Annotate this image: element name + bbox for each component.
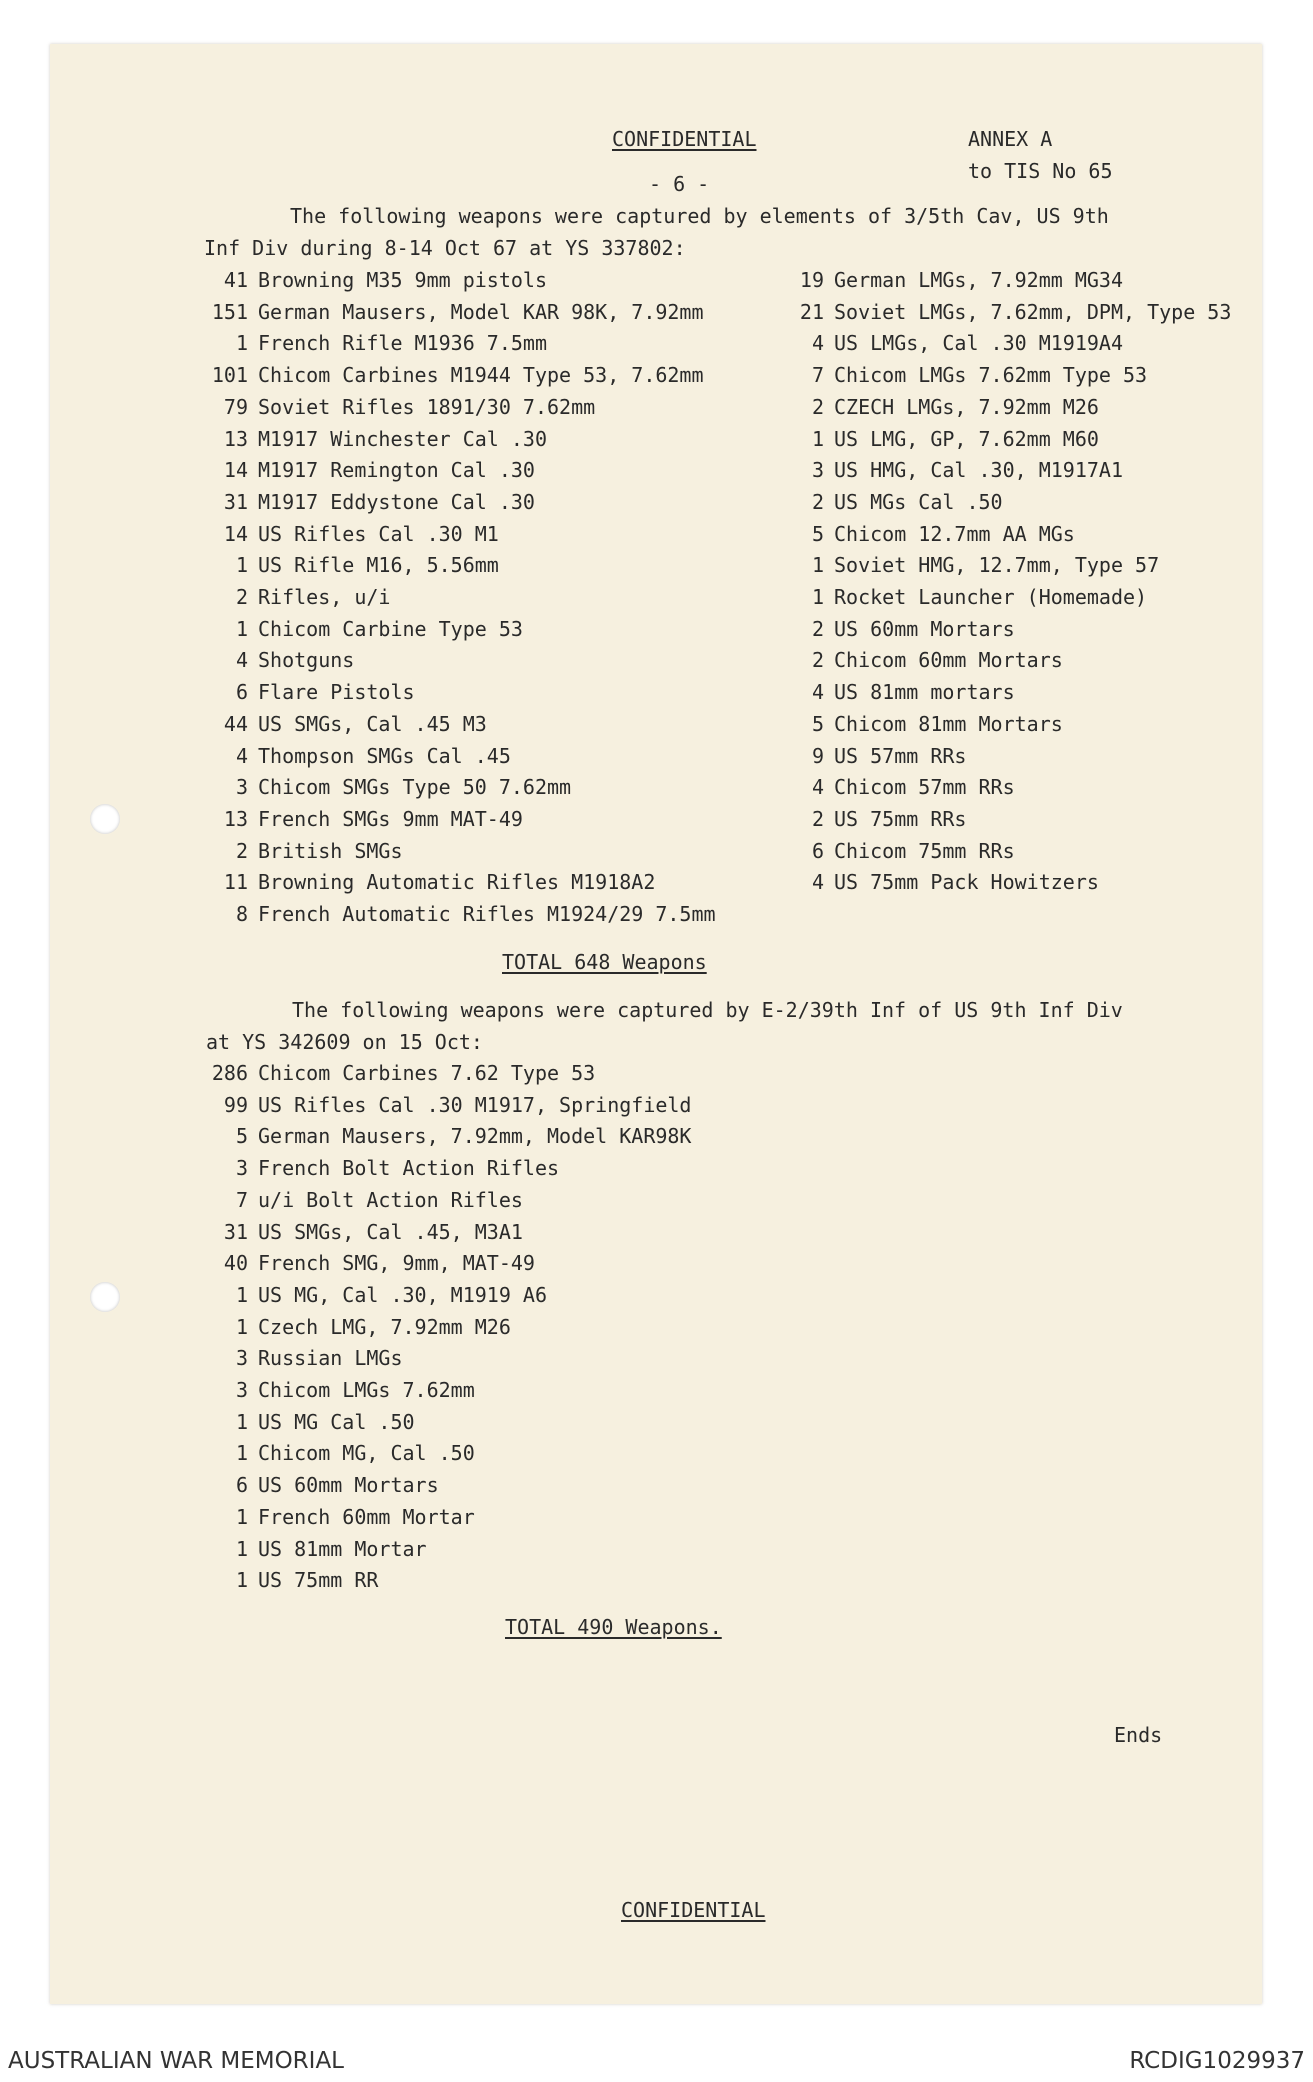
item-description: British SMGs — [258, 838, 403, 863]
list-item — [204, 1380, 475, 1404]
item-quantity: 3 — [235, 1156, 248, 1181]
item-quantity: 3 — [235, 1346, 248, 1371]
item-description: French Rifle M1936 7.5mm — [258, 331, 547, 356]
list-item — [204, 838, 403, 865]
list-item — [204, 650, 354, 674]
item-description: US SMGs, Cal .45, M3A1 — [258, 1219, 523, 1244]
item-quantity: 14 — [223, 458, 248, 483]
item-description: Browning M35 9mm pistols — [258, 268, 547, 292]
item-description: US LMG, GP, 7.62mm M60 — [834, 426, 1099, 451]
item-quantity: 1 — [235, 1568, 248, 1593]
list-item — [780, 299, 1232, 326]
item-description: US Rifles Cal .30 M1 — [258, 521, 499, 546]
list-item — [204, 743, 511, 770]
classification-header: CONFIDENTIAL — [612, 127, 757, 151]
classification-footer: CONFIDENTIAL — [621, 1898, 766, 1922]
item-quantity: 14 — [223, 521, 248, 546]
list-item — [204, 1314, 511, 1341]
list-item — [204, 1570, 378, 1594]
item-description: Chicom 57mm RRs — [834, 775, 1015, 800]
list-item — [204, 1092, 692, 1119]
list-item — [780, 460, 1123, 484]
item-description: Flare Pistols — [258, 680, 415, 705]
list-item — [204, 270, 547, 294]
item-quantity: 2 — [235, 585, 248, 609]
list-item — [780, 365, 1147, 389]
punch-hole — [90, 804, 120, 834]
item-description: Chicom Carbine Type 53 — [258, 616, 523, 641]
list-item — [204, 1475, 439, 1499]
item-description: US 75mm RR — [258, 1568, 379, 1593]
item-quantity: 4 — [811, 870, 824, 895]
item-quantity: 3 — [235, 1378, 248, 1402]
item-description: US 75mm Pack Howitzers — [834, 870, 1099, 895]
item-quantity: 2 — [811, 394, 824, 419]
item-description: US 81mm mortars — [834, 680, 1015, 705]
item-description: US Rifles Cal .30 M1917, Springfield — [258, 1092, 692, 1117]
item-quantity: 5 — [235, 1124, 248, 1149]
section2-intro-line1: The following weapons were captured by E-2/39th Inf of US 9th Inf Div — [292, 998, 1123, 1022]
section2-total: TOTAL 490 Weapons. — [505, 1615, 722, 1639]
item-quantity: 2 — [811, 648, 824, 673]
item-description: Rocket Launcher (Homemade) — [834, 585, 1148, 609]
item-description: US Rifle M16, 5.56mm — [258, 553, 499, 578]
item-description: Shotguns — [258, 648, 355, 673]
item-description: French Automatic Rifles M1924/29 7.5mm — [258, 902, 716, 926]
item-description: Chicom 60mm Mortars — [834, 648, 1063, 673]
list-item — [780, 806, 967, 833]
item-quantity: 1 — [811, 426, 824, 451]
list-item — [204, 299, 704, 326]
item-description: Soviet Rifles 1891/30 7.62mm — [258, 394, 596, 419]
item-quantity: 6 — [235, 1473, 248, 1498]
list-item — [204, 1536, 427, 1563]
list-item — [204, 1282, 547, 1309]
list-item — [204, 394, 596, 421]
annex-label: ANNEX A — [968, 127, 1053, 151]
item-quantity: 6 — [235, 680, 248, 705]
item-description: M1917 Winchester Cal .30 — [258, 426, 547, 451]
list-item — [204, 616, 523, 643]
list-item — [204, 555, 499, 579]
list-item — [204, 365, 704, 389]
page-number: - 6 - — [649, 172, 710, 196]
item-description: Russian LMGs — [258, 1346, 403, 1371]
item-description: French 60mm Mortar — [258, 1504, 475, 1529]
list-item — [204, 711, 487, 738]
item-quantity: 3 — [811, 458, 824, 483]
list-item — [204, 1504, 475, 1531]
item-quantity: 1 — [235, 1441, 248, 1466]
item-description: CZECH LMGs, 7.92mm M26 — [834, 394, 1099, 419]
annex-reference: to TIS No 65 — [968, 159, 1113, 183]
item-quantity: 13 — [223, 806, 248, 831]
item-quantity: 1 — [811, 585, 824, 609]
list-item — [204, 872, 655, 896]
item-quantity: 1 — [235, 553, 248, 578]
item-description: Czech LMG, 7.92mm M26 — [258, 1314, 511, 1339]
item-quantity: 1 — [235, 331, 248, 356]
item-quantity: 7 — [811, 363, 824, 388]
list-item — [780, 650, 1063, 674]
list-item — [780, 521, 1075, 548]
list-item — [780, 426, 1099, 453]
item-quantity: 5 — [811, 711, 824, 736]
item-description: US 75mm RRs — [834, 806, 967, 831]
item-description: Thompson SMGs Cal .45 — [258, 743, 511, 768]
item-quantity: 101 — [211, 363, 248, 388]
item-quantity: 2 — [811, 806, 824, 831]
item-quantity: 44 — [223, 711, 248, 736]
list-item — [780, 616, 1015, 643]
list-item — [780, 270, 1123, 294]
list-item — [780, 743, 967, 770]
item-quantity: 4 — [235, 743, 248, 768]
item-description: US 81mm Mortar — [258, 1536, 427, 1561]
section1-intro-line2: Inf Div during 8-14 Oct 67 at YS 337802: — [204, 236, 686, 260]
list-item — [204, 904, 716, 928]
item-description: US 60mm Mortars — [834, 616, 1015, 641]
item-quantity: 4 — [235, 648, 248, 673]
list-item — [204, 333, 547, 357]
item-quantity: 2 — [811, 616, 824, 641]
item-quantity: 1 — [235, 1409, 248, 1434]
item-description: French SMGs 9mm MAT-49 — [258, 806, 523, 831]
item-description: M1917 Eddystone Cal .30 — [258, 489, 535, 514]
item-quantity: 40 — [223, 1251, 248, 1276]
item-quantity: 31 — [223, 1219, 248, 1244]
item-quantity: 1 — [235, 1282, 248, 1307]
item-description: French SMG, 9mm, MAT-49 — [258, 1251, 535, 1276]
item-quantity: 151 — [211, 299, 248, 324]
item-description: US MG, Cal .30, M1919 A6 — [258, 1282, 547, 1307]
list-item — [204, 426, 547, 453]
item-description: US MGs Cal .50 — [834, 489, 1003, 514]
item-description: Chicom 81mm Mortars — [834, 711, 1063, 736]
item-quantity: 31 — [223, 489, 248, 514]
item-description: Chicom 75mm RRs — [834, 838, 1015, 863]
list-item — [204, 1187, 523, 1214]
item-quantity: 41 — [223, 268, 248, 292]
list-item — [780, 555, 1159, 579]
item-quantity: 1 — [811, 553, 824, 578]
item-description: US 57mm RRs — [834, 743, 967, 768]
item-description: M1917 Remington Cal .30 — [258, 458, 535, 483]
item-quantity: 7 — [235, 1187, 248, 1212]
item-description: US MG Cal .50 — [258, 1409, 415, 1434]
list-item — [204, 1063, 595, 1087]
item-quantity: 2 — [811, 489, 824, 514]
item-description: German Mausers, 7.92mm, Model KAR98K — [258, 1124, 692, 1149]
punch-hole — [90, 1282, 120, 1312]
section1-total: TOTAL 648 Weapons — [502, 950, 707, 974]
list-item — [204, 1348, 403, 1372]
list-item — [780, 711, 1063, 738]
item-quantity: 8 — [235, 902, 248, 926]
item-description: US LMGs, Cal .30 M1919A4 — [834, 331, 1123, 356]
list-item — [204, 682, 415, 706]
list-item — [204, 489, 535, 516]
item-quantity: 79 — [223, 394, 248, 419]
item-description: US SMGs, Cal .45 M3 — [258, 711, 487, 736]
archive-source: AUSTRALIAN WAR MEMORIAL — [8, 2048, 344, 2074]
item-description: US HMG, Cal .30, M1917A1 — [834, 458, 1123, 483]
list-item — [780, 682, 1015, 706]
list-item — [204, 1219, 523, 1246]
item-quantity: 4 — [811, 775, 824, 800]
item-description: Chicom Carbines M1944 Type 53, 7.62mm — [258, 363, 704, 388]
list-item — [780, 872, 1099, 896]
item-description: Soviet LMGs, 7.62mm, DPM, Type 53 — [834, 299, 1232, 324]
item-quantity: 4 — [811, 680, 824, 705]
item-quantity: 1 — [235, 616, 248, 641]
item-description: Chicom MG, Cal .50 — [258, 1441, 475, 1466]
item-quantity: 19 — [799, 268, 824, 292]
list-item — [204, 1443, 475, 1467]
list-item — [204, 460, 535, 484]
item-description: French Bolt Action Rifles — [258, 1156, 560, 1181]
item-description: Chicom LMGs 7.62mm Type 53 — [834, 363, 1148, 388]
list-item — [780, 838, 1015, 865]
item-description: US 60mm Mortars — [258, 1473, 439, 1498]
item-quantity: 1 — [235, 1504, 248, 1529]
item-description: u/i Bolt Action Rifles — [258, 1187, 523, 1212]
item-quantity: 6 — [811, 838, 824, 863]
item-quantity: 286 — [211, 1061, 248, 1085]
item-description: German Mausers, Model KAR 98K, 7.92mm — [258, 299, 704, 324]
list-item — [204, 1158, 559, 1182]
item-quantity: 21 — [799, 299, 824, 324]
list-item — [780, 394, 1099, 421]
list-item — [204, 806, 523, 833]
item-quantity: 5 — [811, 521, 824, 546]
item-quantity: 1 — [235, 1536, 248, 1561]
item-quantity: 2 — [235, 838, 248, 863]
item-description: Soviet HMG, 12.7mm, Type 57 — [834, 553, 1160, 578]
item-description: Chicom 12.7mm AA MGs — [834, 521, 1075, 546]
list-item — [780, 777, 1015, 801]
list-item — [204, 777, 571, 801]
section2-intro-line2: at YS 342609 on 15 Oct: — [206, 1030, 483, 1054]
list-item — [204, 1126, 691, 1150]
item-quantity: 11 — [223, 870, 248, 895]
archive-id: RCDIG1029937 — [1129, 2048, 1305, 2074]
list-item — [204, 1253, 535, 1277]
item-description: Rifles, u/i — [258, 585, 391, 609]
section1-intro-line1: The following weapons were captured by elements of 3/5th Cav, US 9th — [290, 204, 1109, 228]
item-description: Chicom SMGs Type 50 7.62mm — [258, 775, 572, 800]
item-description: Chicom Carbines 7.62 Type 53 — [258, 1061, 596, 1085]
ends-marker: Ends — [1114, 1723, 1163, 1747]
list-item — [204, 521, 499, 548]
item-quantity: 13 — [223, 426, 248, 451]
item-quantity: 99 — [223, 1092, 248, 1117]
list-item — [204, 1409, 415, 1436]
list-item — [780, 333, 1123, 357]
item-quantity: 1 — [235, 1314, 248, 1339]
item-quantity: 3 — [235, 775, 248, 800]
item-description: Chicom LMGs 7.62mm — [258, 1378, 475, 1402]
list-item — [780, 489, 1003, 516]
list-item — [204, 587, 390, 611]
item-quantity: 9 — [811, 743, 824, 768]
item-description: Browning Automatic Rifles M1918A2 — [258, 870, 656, 895]
item-description: German LMGs, 7.92mm MG34 — [834, 268, 1123, 292]
list-item — [780, 587, 1147, 611]
item-quantity: 4 — [811, 331, 824, 356]
